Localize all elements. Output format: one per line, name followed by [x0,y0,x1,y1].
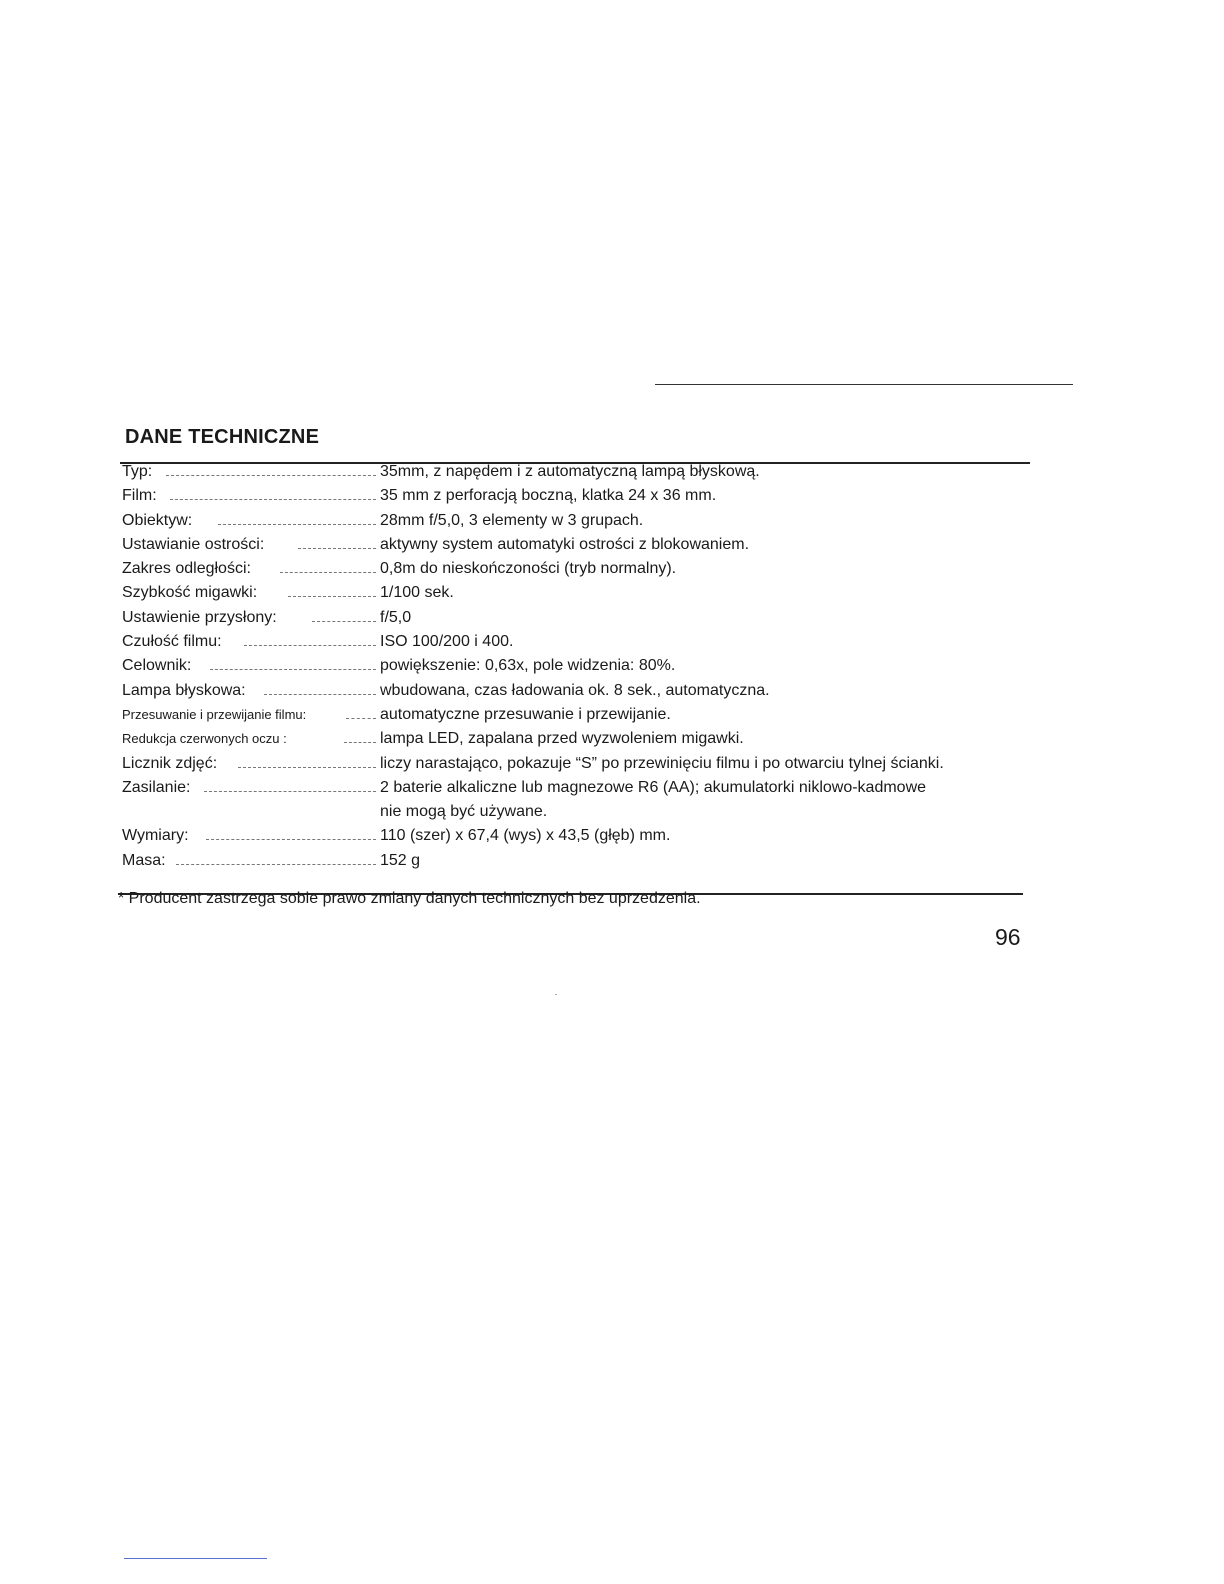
leader-dots [344,742,376,743]
spec-row-zakres-odleglosci [122,557,1042,581]
page-number: 96 [995,924,1021,950]
leader-dots [166,475,376,476]
spec-row-przesuwanie-filmu [122,703,1042,727]
spec-list [122,460,1042,873]
spec-label: Przesuwanie i przewijanie filmu: [122,706,307,722]
leader-dots [176,864,376,865]
spec-row-masa [122,849,1042,873]
spec-row-lampa-blyskowa [122,679,1042,703]
spec-value: liczy narastająco, pokazuje “S” po przewinięciu filmu i po otwarciu tylnej ścianki. [380,754,944,772]
spec-label: Film: [122,487,157,505]
spec-label: Redukcja czerwonych oczu : [122,731,287,747]
spec-value-line-2: nie mogą być używane. [380,802,548,820]
spec-label: Zakres odległości: [122,560,251,578]
spec-value: automatyczne przesuwanie i przewijanie. [380,705,671,723]
leader-dots [218,524,376,525]
spec-label: Licznik zdjęć: [122,754,218,772]
spec-value: aktywny system automatyki ostrości z blokowaniem. [380,535,750,553]
spec-label: Szybkość migawki: [122,584,258,602]
spec-row-celownik [122,654,1042,678]
spec-row-ustawianie-ostrosci [122,533,1042,557]
leader-dots [298,548,376,549]
spec-value: lampa LED, zapalana przed wyzwoleniem migawki. [380,730,744,748]
spec-label: Zasilanie: [122,778,191,796]
spec-row-typ [122,460,1042,484]
spec-value: 35 mm z perforacją boczną, klatka 24 x 36 mm. [380,487,717,505]
spec-value: f/5,0 [380,608,412,626]
spec-label: Ustawienie przysłony: [122,608,277,626]
spec-label: Czułość filmu: [122,633,222,651]
leader-dots [206,839,376,840]
spec-row-czulosc-filmu [122,630,1042,654]
scan-speck [555,994,557,995]
spec-row-obiektyw [122,509,1042,533]
footnote: * Producent zastrzega sobie prawo zmiany danych technicznych bez uprzedzenia. [118,890,701,907]
spec-value: wbudowana, czas ładowania ok. 8 sek., automatyczna. [380,681,770,699]
leader-dots [346,718,376,719]
leader-dots [238,767,376,768]
spec-value: ISO 100/200 i 400. [380,633,514,651]
spec-value: 110 (szer) x 67,4 (wys) x 43,5 (głęb) mm. [380,827,671,845]
spec-value: 28mm f/5,0, 3 elementy w 3 grupach. [380,511,644,529]
leader-dots [170,499,376,500]
spec-row-film [122,484,1042,508]
leader-dots [280,572,376,573]
spec-row-licznik-zdjec [122,752,1042,776]
spec-value-line-1: 2 baterie alkaliczne lub magnezowe R6 (AA); akumulatorki niklowo-kadmowe [380,778,927,796]
spec-row-zasilanie [122,776,1042,825]
leader-dots [288,596,376,597]
top-decorative-rule [655,384,1073,385]
spec-label: Celownik: [122,657,192,675]
spec-label: Masa: [122,851,166,869]
spec-value: 35mm, z napędem i z automatyczną lampą błyskową. [380,463,760,480]
spec-row-wymiary [122,824,1042,848]
spec-row-ustawienie-przyslony [122,606,1042,630]
spec-value: 152 g [380,851,421,869]
spec-row-redukcja-czerwonych-oczu [122,727,1042,751]
spec-value: 1/100 sek. [380,584,454,602]
spec-label: Typ: [122,463,153,480]
spec-value: 0,8m do nieskończoności (tryb normalny). [380,560,677,578]
section-heading: DANE TECHNICZNE [125,426,320,448]
spec-label: Wymiary: [122,827,189,845]
spec-row-szybkosc-migawki [122,581,1042,605]
leader-dots [204,791,376,792]
bottom-rule [124,1558,267,1559]
spec-value [380,776,926,824]
leader-dots [264,694,376,695]
leader-dots [210,669,376,670]
spec-label: Ustawianie ostrości: [122,535,265,553]
leader-dots [244,645,376,646]
leader-dots [312,621,376,622]
spec-label: Lampa błyskowa: [122,681,246,699]
spec-label: Obiektyw: [122,511,193,529]
spec-value: powiększenie: 0,63x, pole widzenia: 80%. [380,657,676,675]
